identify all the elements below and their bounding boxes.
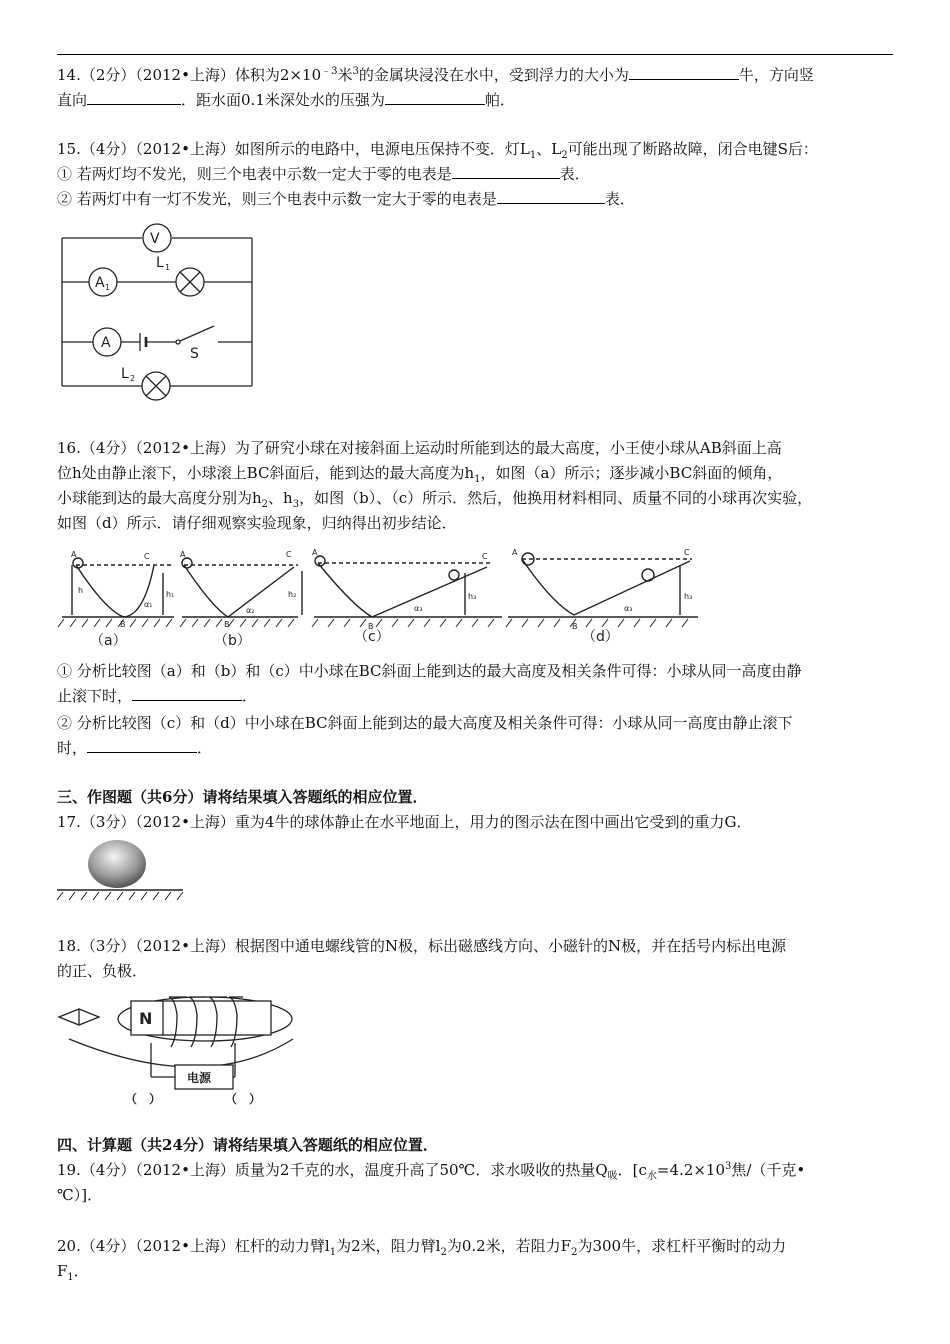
answer-blank[interactable] xyxy=(385,89,485,105)
question-17: 17.（3分）（2012•上海）重为4牛的球体静止在水平地面上，用力的图示法在图中画出它受到的重力G． xyxy=(57,813,752,831)
svg-text:C: C xyxy=(286,550,292,559)
svg-text:α₃: α₃ xyxy=(624,604,633,613)
circuit-diagram xyxy=(56,222,261,394)
svg-text:C: C xyxy=(684,548,690,557)
svg-text:（ ）: （ ） xyxy=(225,1092,262,1106)
svg-text:（b）: （b） xyxy=(214,633,251,649)
svg-text:1: 1 xyxy=(105,283,111,292)
svg-text:A: A xyxy=(95,275,105,291)
svg-text:B: B xyxy=(224,620,230,629)
svg-text:（ ）: （ ） xyxy=(125,1092,162,1106)
svg-text:L: L xyxy=(121,366,129,382)
svg-text:A: A xyxy=(512,548,518,557)
svg-text:（c）: （c） xyxy=(354,629,390,645)
top-rule xyxy=(57,54,893,55)
question-15: 15.（4分）（2012•上海）如图所示的电路中，电源电压保持不变．灯$L_1$、$L_2$可能出现了断路故障，闭合电键S后： ① 若两灯均不发光，则三个电表中示数一定大于零的电表是 表． ② 若两灯中有一灯不发光，则三个电表中示数一定大于零的电表是 表． xyxy=(57,140,818,208)
ball-on-ground-figure xyxy=(57,838,187,906)
svg-text:B: B xyxy=(368,622,374,631)
answer-blank[interactable] xyxy=(132,685,242,701)
answer-blank[interactable] xyxy=(87,89,181,105)
svg-text:h₁: h₁ xyxy=(166,590,175,599)
section-4-heading: 四、计算题（共24分）请将结果填入答题纸的相应位置． xyxy=(57,1136,438,1154)
svg-text:C: C xyxy=(144,552,150,561)
svg-text:S: S xyxy=(190,346,199,362)
svg-text:电源: 电源 xyxy=(187,1071,212,1085)
answer-blank[interactable] xyxy=(629,64,739,80)
incline-figures xyxy=(62,545,702,650)
answer-blank[interactable] xyxy=(87,737,197,753)
svg-text:A: A xyxy=(312,548,318,557)
svg-text:V: V xyxy=(150,231,160,247)
answer-blank[interactable] xyxy=(452,163,560,179)
solenoid-figure xyxy=(57,985,297,1107)
question-14: 14.（2分）（2012•上海）体积为$2\times 10^{﹣3}$米$^3$的金属块浸没在水中，受到浮力的大小为 牛，方向竖 直向 ．距水面0.1米深处水的压强为 帕． xyxy=(57,66,814,109)
question-20: 20.（4分）（2012•上海）杠杆的动力臂$l_1$为2米，阻力臂$l_2$为0.2米，若阻力$F_2$为300牛，求杠杆平衡时的动力 $F_1$． xyxy=(57,1237,787,1283)
svg-text:h₃: h₃ xyxy=(468,592,477,601)
svg-text:A: A xyxy=(180,550,186,559)
svg-text:1: 1 xyxy=(165,263,171,272)
section-3-heading: 三、作图题（共6分）请将结果填入答题纸的相应位置． xyxy=(57,788,428,806)
svg-text:h₂: h₂ xyxy=(288,590,297,599)
svg-text:A: A xyxy=(101,335,111,351)
svg-text:B: B xyxy=(572,622,578,631)
svg-text:h: h xyxy=(78,586,84,595)
question-18: 18.（3分）（2012•上海）根据图中通电螺线管的N极，标出磁感线方向、小磁针的N极，并在括号内标出电源 的正、负极． xyxy=(57,937,787,980)
answer-blank[interactable] xyxy=(497,188,605,204)
question-16-answers: ① 分析比较图（a）和（b）和（c）中小球在BC斜面上能到达的最大高度及相关条件可得：小球从同一高度由静 止滚下时， ． ② 分析比较图（c）和（d）中小球在BC斜面上能到达的最大高度及相关条件可得：小球从同一高度由静止滚下 时， ． xyxy=(57,662,802,757)
svg-text:（d）: （d） xyxy=(582,629,619,645)
question-16: 16.（4分）（2012•上海）为了研究小球在对接斜面上运动时所能到达的最大高度，小王使小球从AB斜面上高 位h处由静止滚下，小球滚上BC斜面后，能到达的最大高度为$h_1$，如图（a）所示；逐步减小BC斜面的倾角， 小球能到达的最大高度分别为$h_2$、$h_3$，如图（b）、（c）所示．然后，他换用材料相同、质量不同的小球再次实验， 如图（d）所示．请仔细观察实验现象，归纳得出初步结论． xyxy=(57,439,813,532)
svg-text:α₃: α₃ xyxy=(414,604,423,613)
question-19: 19.（4分）（2012•上海）质量为2千克的水，温度升高了50℃．求水吸收的热量$Q_吸$．[$c_水=4.2\times 10^3$焦/（千克• ℃）]． xyxy=(57,1161,806,1204)
svg-text:h₃: h₃ xyxy=(684,592,693,601)
svg-text:α₁: α₁ xyxy=(144,600,153,609)
svg-text:N: N xyxy=(139,1009,153,1028)
svg-text:L: L xyxy=(156,255,164,271)
svg-text:C: C xyxy=(482,552,488,561)
svg-text:（a）: （a） xyxy=(90,633,127,649)
svg-text:2: 2 xyxy=(130,374,136,383)
svg-text:B: B xyxy=(120,620,126,629)
svg-text:α₂: α₂ xyxy=(246,606,255,615)
svg-text:A: A xyxy=(71,550,77,559)
